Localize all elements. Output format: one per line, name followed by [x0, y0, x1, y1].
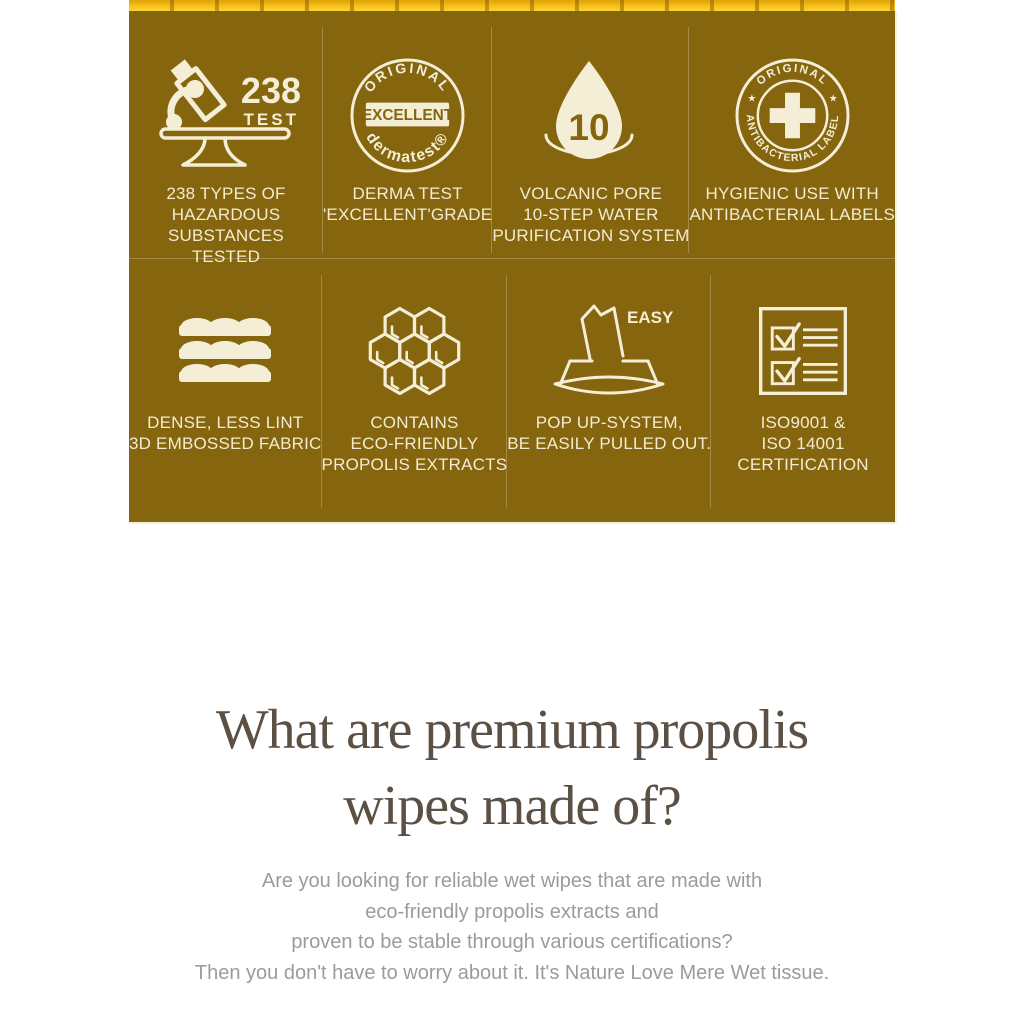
section-heading: What are premium propolis wipes made of? — [215, 699, 809, 837]
microscope-count-text: 238 — [241, 70, 302, 111]
badge-star-left: ★ — [747, 93, 757, 105]
feature-card-hazard-tests — [129, 11, 323, 267]
features-row-1 — [129, 11, 895, 266]
feature-label: HYGIENIC USE WITH ANTIBACTERIAL LABELS — [689, 184, 895, 224]
honeycomb-icon — [359, 296, 470, 406]
features-panel — [129, 11, 895, 522]
badge-antibacterial-text: ANTIBACTERIAL LABEL — [743, 113, 841, 164]
feature-card-water-purification — [492, 11, 689, 267]
embossed-fabric-icon — [176, 317, 274, 385]
drop-number-text: 10 — [568, 107, 610, 148]
feature-card-iso — [711, 259, 895, 522]
stamp-dermatest-text: dermatest® — [362, 128, 453, 166]
feature-label: 238 TYPES OF HAZARDOUS SUBSTANCES TESTED — [166, 184, 286, 266]
dermatest-stamp-icon — [348, 56, 467, 175]
water-drop-icon — [526, 55, 656, 175]
badge-star-right: ★ — [828, 93, 838, 105]
feature-card-fabric — [129, 259, 322, 522]
pop-up-wipe-icon — [534, 297, 684, 405]
microscope-icon — [133, 57, 318, 173]
feature-card-popup — [507, 259, 711, 522]
feature-label: POP UP-SYSTEM, BE EASILY PULLED OUT. — [507, 413, 712, 453]
features-row-2 — [129, 258, 895, 522]
feature-card-antibacterial — [689, 11, 895, 267]
feature-label: CONTAINS ECO-FRIENDLY PROPOLIS EXTRACTS — [321, 413, 508, 474]
honeycomb-border-strip — [129, 0, 895, 11]
feature-label: ISO9001 & ISO 14001 CERTIFICATION — [737, 413, 869, 474]
feature-card-propolis — [322, 259, 508, 522]
feature-label: DENSE, LESS LINT 3D EMBOSSED FABRIC — [129, 413, 322, 453]
svg-text:ORIGINAL — [361, 59, 455, 95]
intro-section — [0, 522, 1024, 988]
section-body-text: Are you looking for reliable wet wipes that are made with eco-friendly propolis extracts and proven to be stable through various certifications? Then you don't have to worry about it. It's Nature Love Mere Wet tissue. — [194, 870, 830, 984]
iso-checklist-icon — [753, 301, 853, 401]
easy-tag-text: EASY — [627, 308, 674, 327]
stamp-excellent-text: EXCELLENT — [361, 106, 454, 124]
microscope-test-text: TEST — [244, 110, 300, 129]
feature-label: DERMA TEST 'EXCELLENT'GRADE — [322, 184, 493, 224]
feature-label: VOLCANIC PORE 10-STEP WATER PURIFICATION SYSTEM — [492, 184, 690, 245]
badge-original-text: ORIGINAL — [754, 62, 831, 88]
feature-card-derma-test — [323, 11, 492, 267]
stamp-original-text: ORIGINAL — [360, 58, 455, 95]
antibacterial-badge-icon — [733, 56, 852, 175]
